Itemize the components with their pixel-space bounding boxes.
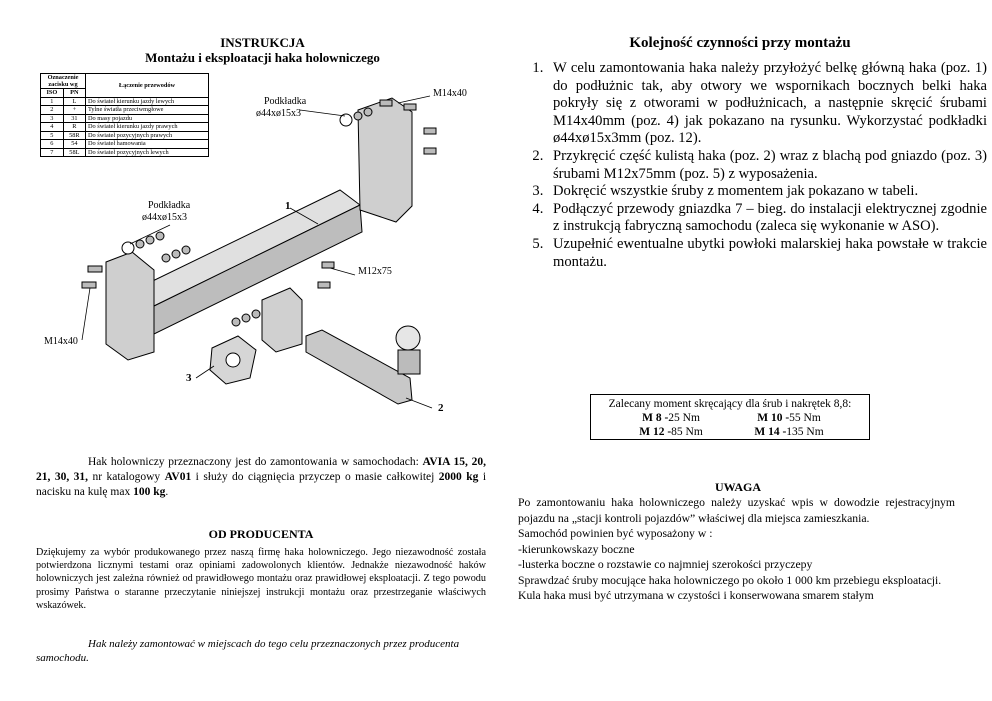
torque-box: Zalecany moment skręcający dla śrub i nakrętek 8,8: M 8 -25 Nm M 10 -55 Nm M 12 -85 Nm M 14 -135 Nm [590,394,870,440]
assembly-steps-heading: Kolejność czynności przy montażu [629,35,851,51]
wiring-cell-desc: Do świateł pozycyjnych lewych [86,148,209,157]
warning-text [518,495,955,604]
wiring-cell-iso: 4 [41,123,64,132]
warning-heading: UWAGA [714,480,761,494]
wiring-cell-pn: 31 [63,114,85,123]
wiring-cell-iso: 3 [41,114,64,123]
wiring-cell-pn: 58L [63,148,85,157]
wiring-cell-pn: + [63,106,85,115]
wiring-cell-desc: Do świateł kierunku jazdy prawych [86,123,209,132]
instruction-subtitle: Montażu i eksploatacji haka holowniczego [145,50,380,65]
wiring-table-iso-header: ISO [41,89,64,98]
wiring-cell-iso: 5 [41,131,64,140]
producer-heading: OD PRODUCENTA [208,527,314,541]
label-washer-left: Podkładka [148,200,191,211]
producer-text: Dziękujemy za wybór produkowanego przez naszą firmę haka holowniczego. Jego niezawodność została potwierdzona licznymi testami oraz opiniami zadowolonych klientów. Jednakże niezawodność haków holowniczych jest zależna również od prawidłowego montażu oraz prawidłowej eksploatacji. Z tego powodu prosimy Państwa o staranne przeczytanie niniejszej instrukcji montażu oraz przestrzeganie właściwych wskazówek. [36,547,486,611]
assembly-steps-list [512,60,987,271]
instruction-title: INSTRUKCJA [220,35,305,50]
label-washer-top: Podkładka [264,96,307,107]
wiring-cell-iso: 2 [41,106,64,115]
assembly-step: 5. Uzupełnić ewentualne ubytki powłoki malarskiej haka powstałe w trakcie montażu. [547,236,987,271]
label-bolt-left: M14x40 [44,336,78,347]
center-plate [262,288,302,352]
warning-line: -kierunkowskazy boczne [518,542,635,556]
assembly-step: 4. Podłączyć przewody gniazdka 7 – bieg. do instalacji elektrycznej zgodnie z instrukcją fabryczną samochodu (zaleca się wykonanie w ASO). [547,201,987,236]
wiring-cell-iso: 1 [41,97,64,106]
producer-note: Hak należy zamontować w miejscach do tego celu przeznaczonych przez producenta samochodu. [36,638,460,664]
warning-line: Sprawdzać śruby mocujące haka holowniczego po około 1 000 km przebiegu eksploatacji. [518,573,942,587]
product-description: Hak holowniczy przeznaczony jest do zamontowania w samochodach: AVIA 15, 20, 21, 30, 31, nr katalogowy AV01 i służy do ciągnięcia przyczep o masie całkowitej 2000 kg i nacisku na kulę max 100 kg. [36,456,487,498]
wiring-cell-pn: R [63,123,85,132]
wiring-cell-desc: Do masy pojazdu [86,114,209,123]
wiring-table-pn-header: PN [63,89,85,98]
warning-line: -lusterka boczne o rozstawie co najmniej szerokości przyczepy [518,558,813,571]
wiring-cell-iso: 7 [41,148,64,157]
label-pos-2: 2 [438,402,444,414]
wiring-cell-desc: Do świateł pozycyjnych prawych [86,131,209,140]
left-bracket [106,252,154,360]
wiring-cell-pn: 58R [63,131,85,140]
warning-line: Samochód powinien być wyposażony w : [518,527,713,540]
wiring-table-desc-header: Łączenie przewodów [86,74,209,98]
right-bracket [358,98,412,222]
torque-title: Zalecany moment skręcający dla śrub i nakrętek 8,8: [608,398,852,410]
tow-ball [396,326,420,350]
wiring-cell-desc: Do świateł kierunku jazdy lewych [86,97,209,106]
label-washer-top-size: ø44xø15x3 [256,108,301,119]
assembly-step: 3. Dokręcić wszystkie śruby z momentem jak pokazano w tabeli. [547,183,987,201]
assembly-step: 1. W celu zamontowania haka należy przyłożyć belkę główną haka (poz. 1) do podłużnic tak, aby otwory we wspornikach bocznych belki haka pokryły się z otworami w podłużnicach, a następnie skręcić śrubami M14x40mm (poz. 4) jak pokazano na rysunku. Wykorzystać podkładki ø44xø15x3mm (poz. 12). [547,60,987,148]
label-washer-left-size: ø44xø15x3 [142,212,187,223]
wiring-cell-desc: Tylne światła przeciwmgłowe [86,106,209,115]
label-bolt-mid: M12x75 [358,266,392,277]
ball-neck [398,350,420,374]
wiring-table-group-header: Oznaczenie zacisku wg [41,74,86,89]
wiring-cell-pn: 54 [63,140,85,149]
warning-line: Po zamontowaniu haka holowniczego należy uzyskać wpis w dowodzie rejestracyjnym pojazdu na „stacji kontroli pojazdów” właściwej dla miejsca zamieszkania. [518,496,955,525]
wiring-cell-pn: L [63,97,85,106]
wiring-cell-iso: 6 [41,140,64,149]
assembly-step: 2. Przykręcić część kulistą haka (poz. 2) wraz z blachą pod gniazdo (poz. 3) śrubami M12x75mm (poz. 5) z wyposażenia. [547,148,987,183]
label-pos-3: 3 [186,372,192,384]
warning-line: Kula haka musi być utrzymana w czystości i konserwowana smarem stałym [518,589,874,602]
wiring-cell-desc: Do świateł hamowania [86,140,209,149]
label-bolt-top: M14x40 [433,88,467,99]
label-pos-1: 1 [285,200,291,212]
